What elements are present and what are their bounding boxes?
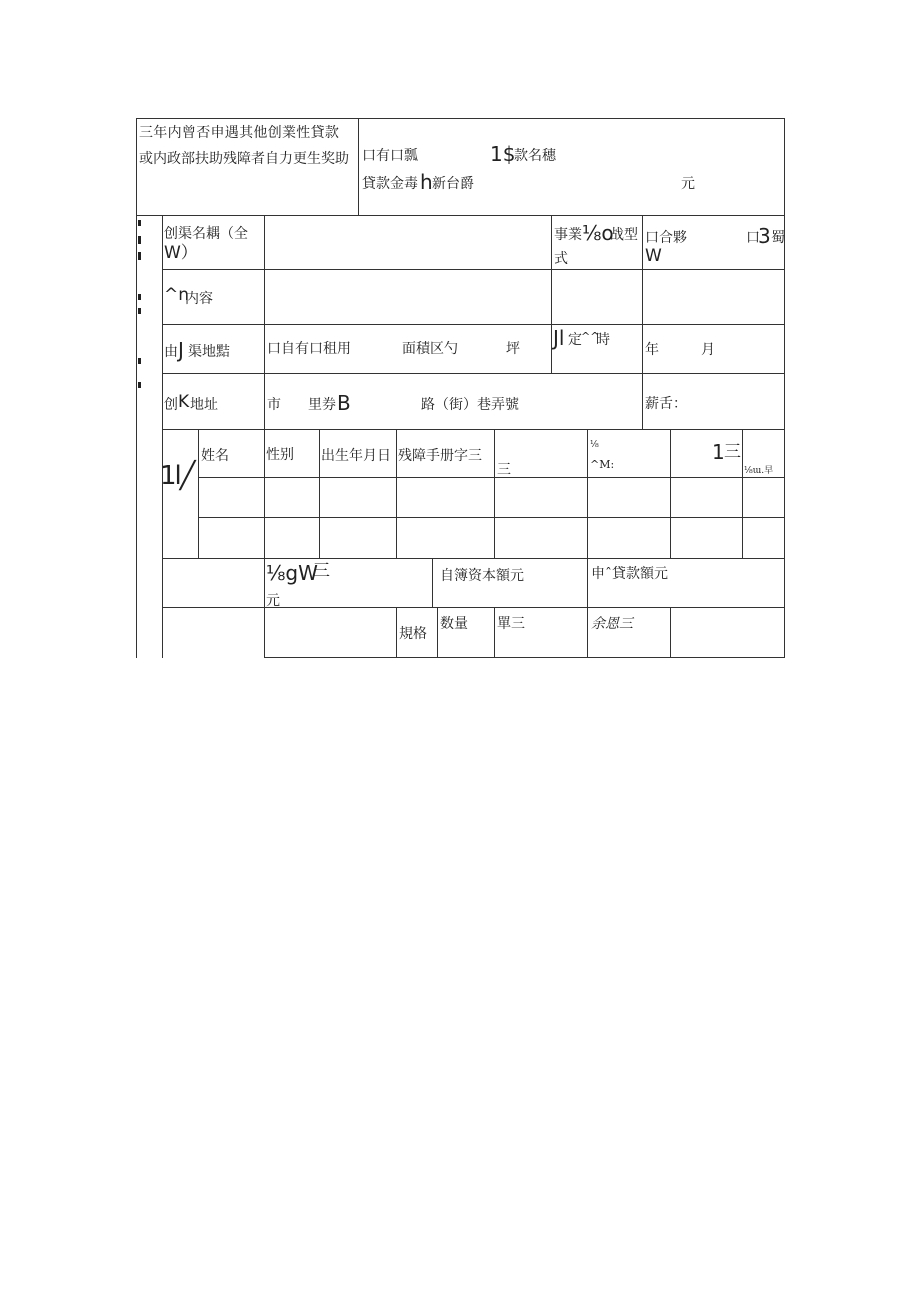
address-road-label: 路（街）巷弄號: [421, 397, 519, 413]
business-location-label: 由: [164, 344, 178, 360]
rule-top: [136, 118, 785, 119]
col-f-header-mark: ⅛: [590, 440, 599, 450]
business-type-label-c: 式: [554, 251, 568, 267]
prior-loan-question-line2: 或内政部扶助残障者自力更生奖助: [139, 151, 349, 167]
established-date-label-b: ^^: [581, 330, 600, 343]
requested-loan-label: 申ˆ貸款額元: [591, 566, 668, 582]
col-g-header: 三: [724, 442, 741, 462]
rule-items-c4: [587, 607, 588, 657]
business-content-label: 内容: [185, 291, 213, 307]
business-type-mark: ⅛o: [582, 221, 614, 245]
business-type-other-label: 蜀: [771, 230, 785, 246]
rule-emp-c6: [587, 429, 588, 558]
rule-header-split: [358, 118, 359, 215]
rule-header-bottom: [136, 215, 785, 216]
established-date-label: 定: [568, 332, 582, 348]
employee-2-gender-cell[interactable]: [265, 518, 318, 557]
phone-label: 薪舌：: [645, 396, 687, 412]
col-handbook-header: 残障手册字三: [398, 448, 482, 464]
rule-bottom: [264, 657, 785, 658]
rule-row4: [162, 429, 785, 430]
rule-items-c2: [437, 607, 438, 657]
rule-emp3: [162, 558, 785, 559]
location-owned-rented-option[interactable]: 口自有口租用: [267, 341, 351, 357]
rule-row2: [162, 324, 785, 325]
rule-mid-col: [551, 215, 552, 373]
rule-emp-c7: [670, 429, 671, 558]
business-type-label-b: 战型: [610, 227, 638, 243]
business-type-other-label-b: W: [645, 246, 662, 266]
col-handbook-header-cont: 三: [497, 462, 511, 478]
total-funds-label-mark: ⅛gW: [266, 561, 318, 585]
rule-items-c1: [396, 607, 397, 657]
prior-loan-currency: 新台爵: [432, 176, 474, 192]
prior-loan-amount-unit: 元: [681, 176, 695, 192]
margin-mark: [138, 382, 141, 388]
total-funds-unit: 元: [266, 593, 280, 609]
rule-row1: [162, 269, 785, 270]
prior-loan-amount-mark: h: [420, 170, 433, 194]
rule-funds-c1: [432, 558, 433, 607]
business-type-other-mark: 3: [758, 224, 771, 248]
prior-loan-name-label: 款名穗: [514, 148, 556, 164]
established-year-label: 年: [645, 342, 659, 358]
business-location-label-b: 渠地黠: [188, 344, 230, 360]
business-type-label: 事業: [554, 227, 582, 243]
rule-funds-c2: [587, 558, 588, 607]
employee-1-gender-cell[interactable]: [265, 478, 318, 516]
employee-1-name-cell[interactable]: [199, 478, 263, 516]
margin-mark: [138, 236, 141, 244]
col-gender-header: 性别: [266, 447, 294, 463]
employee-2-handbook-cell[interactable]: [397, 518, 493, 557]
established-date-mark: Jl: [553, 326, 565, 350]
employee-1-birthdate-cell[interactable]: [320, 478, 395, 516]
rule-inner-left: [162, 215, 163, 658]
item-unit-price-header: 單三: [497, 616, 525, 632]
item-quantity-header: 数量: [440, 616, 468, 632]
col-birthdate-header: 出生年月日: [321, 448, 391, 464]
rule-emp-c8: [742, 429, 743, 558]
rule-items-c3: [494, 607, 495, 657]
item-spec-header: 規格: [399, 626, 427, 642]
area-label: 面積区勺: [402, 341, 458, 357]
business-name-label-cont: W）: [164, 243, 198, 263]
business-location-mark: J: [178, 338, 184, 362]
prior-loan-options: 口有口瓢: [362, 148, 418, 164]
rule-items-c5: [670, 607, 671, 657]
col-g-header-mark: 1: [712, 440, 725, 464]
address-li-mark: B: [337, 391, 351, 415]
business-name-field[interactable]: [266, 217, 549, 267]
prior-loan-amount-label: 貸款金毒: [362, 176, 418, 192]
business-type-other-option[interactable]: 口: [746, 230, 760, 246]
business-content-field[interactable]: [266, 271, 549, 322]
margin-mark: [138, 358, 141, 364]
rule-right-col: [642, 215, 643, 429]
margin-mark: [138, 308, 141, 314]
margin-mark: [138, 252, 141, 260]
business-content-label-mark: ^n: [164, 285, 190, 305]
business-name-label: 创渠名耦（全: [164, 226, 248, 242]
established-month-label: 月: [701, 342, 715, 358]
employees-side-label: 1l╱: [160, 461, 194, 491]
business-address-mark: K: [178, 392, 190, 412]
employee-1-handbook-cell[interactable]: [397, 478, 493, 516]
area-unit: 坪: [506, 341, 520, 357]
col-h-header: ⅛ɯ.早: [744, 466, 774, 476]
employee-2-name-cell[interactable]: [199, 518, 263, 557]
rule-funds: [162, 607, 785, 608]
business-address-label-b: 地址: [190, 397, 218, 413]
business-address-label: 创: [164, 397, 178, 413]
prior-loan-question-line1: 三年内曾否申遇其他创業性貸款: [139, 125, 340, 141]
rule-right: [784, 118, 785, 658]
rule-row3: [162, 373, 785, 374]
rule-emp-c5: [494, 429, 495, 558]
col-f-header: ^M:: [590, 458, 615, 471]
business-type-partnership-option[interactable]: 口合夥: [645, 230, 687, 246]
margin-mark: [138, 220, 141, 226]
margin-mark: [138, 294, 141, 300]
address-city-label: 市: [267, 397, 281, 413]
own-capital-label: 自簿资本額元: [440, 568, 524, 584]
established-date-label-c: 時: [596, 332, 610, 348]
total-funds-label: 三: [313, 561, 330, 581]
margin-marks: [136, 216, 144, 396]
col-name-header: 姓名: [201, 448, 229, 464]
item-amount-header: 余恩三: [591, 616, 633, 632]
rule-label-col: [264, 215, 265, 429]
address-li-label: 里券: [308, 397, 336, 413]
prior-loan-option-mark: 1$: [490, 142, 516, 166]
employee-2-birthdate-cell[interactable]: [320, 518, 395, 557]
